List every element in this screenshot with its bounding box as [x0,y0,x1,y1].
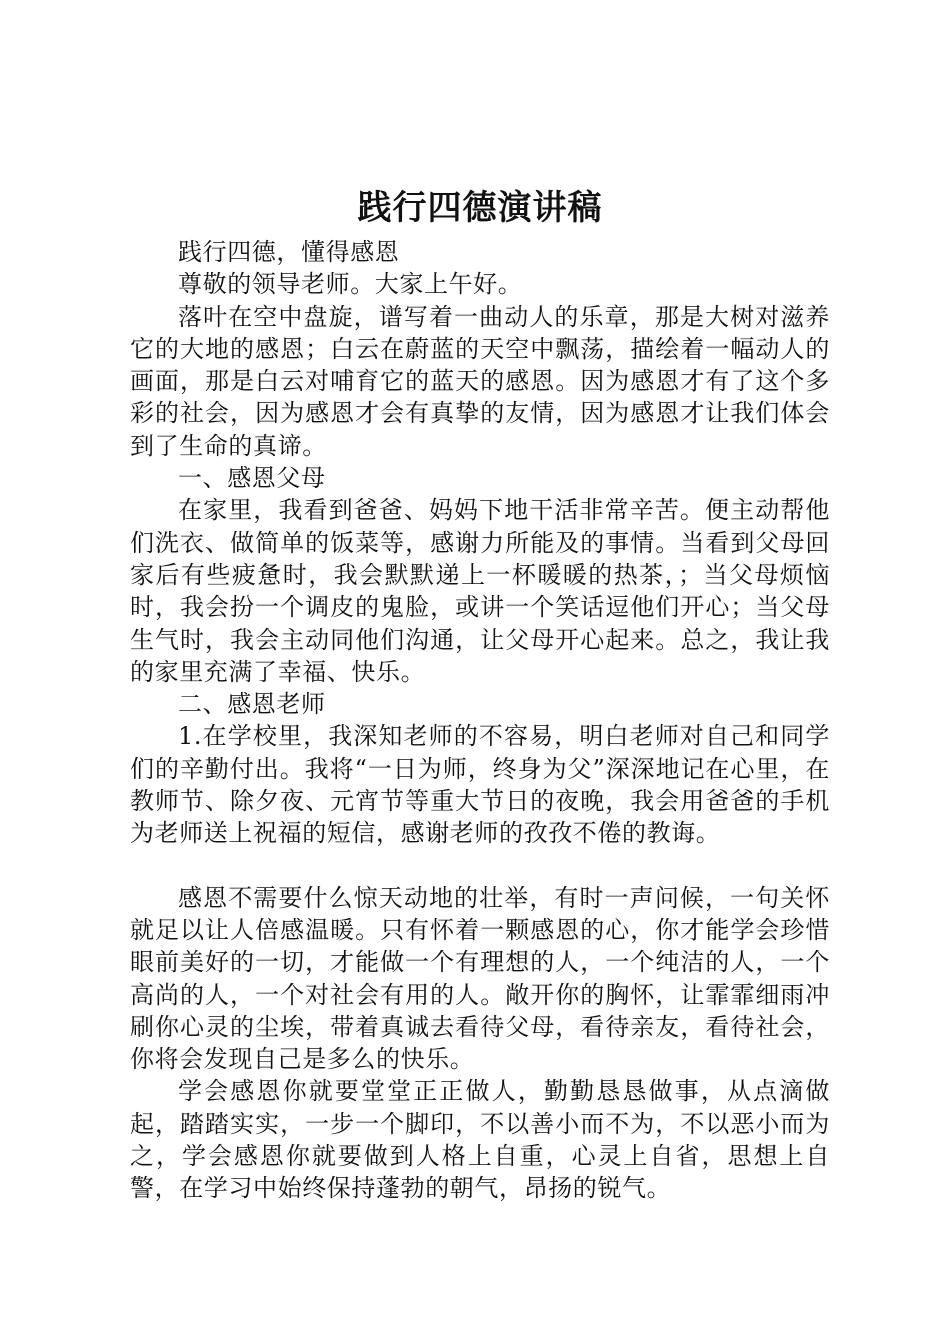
section-heading-parents: 一、感恩父母 [178,464,326,493]
learn-gratitude-paragraph: 学会感恩你就要堂堂正正做人，勤勤恳恳做事，从点滴做起，踏踏实实，一步一个脚印，不以善小而不为，不以恶小而为之，学会感恩你就要做到人格上自重，心灵上自省，思想上自警，在学习中始终保持蓬勃的朝气，昂扬的锐气。 [130,1077,830,1203]
section-heading-teachers: 二、感恩老师 [178,690,326,719]
blank-line [130,850,830,882]
greeting: 尊敬的领导老师。大家上午好。 [178,270,523,299]
subtitle: 践行四德，懂得感恩 [178,238,400,266]
intro-paragraph: 落叶在空中盘旋，谱写着一曲动人的乐章，那是大树对滋养它的大地的感恩；白云在蔚蓝的天空中飘荡，描绘着一幅动人的画面，那是白云对哺育它的蓝天的感恩。因为感恩才有了这个多彩的社会，因为感恩才会有真挚的友情，因为感恩才让我们体会到了生命的真谛。 [130,302,830,460]
section-body-parents: 在家里，我看到爸爸、妈妈下地干活非常辛苦。便主动帮他们洗衣、做简单的饭菜等，感谢力所能及的事情。当看到父母回家后有些疲惫时，我会默默递上一杯暖暖的热茶，；当父母烦恼时，我会扮一个调皮的鬼脸，或讲一个笑话逗他们开心；当父母生气时，我会主动同他们沟通，让父母开心起来。总之，我让我的家里充满了幸福、快乐。 [130,496,830,686]
document-title: 践行四德演讲稿 [357,188,603,228]
gratitude-paragraph: 感恩不需要什么惊天动地的壮举，有时一声问候，一句关怀就足以让人倍感温暖。只有怀着一颗感恩的心，你才能学会珍惜眼前美好的一切，才能做一个有理想的人，一个纯洁的人，一个高尚的人，一个对社会有用的人。敞开你的胸怀，让霏霏细雨冲刷你心灵的尘埃，带着真诚去看待父母，看待亲友，看待社会，你将会发现自己是多么的快乐。 [130,883,830,1074]
section-body-teachers: 1.在学校里，我深知老师的不容易，明白老师对自己和同学们的辛勤付出。我将“一日为师，终身为父”深深地记在心里，在教师节、除夕夜、元宵节等重大节日的夜晚，我会用爸爸的手机为老师送上祝福的短信，感谢老师的孜孜不倦的教诲。 [130,722,830,848]
document-page [130,182,830,1205]
